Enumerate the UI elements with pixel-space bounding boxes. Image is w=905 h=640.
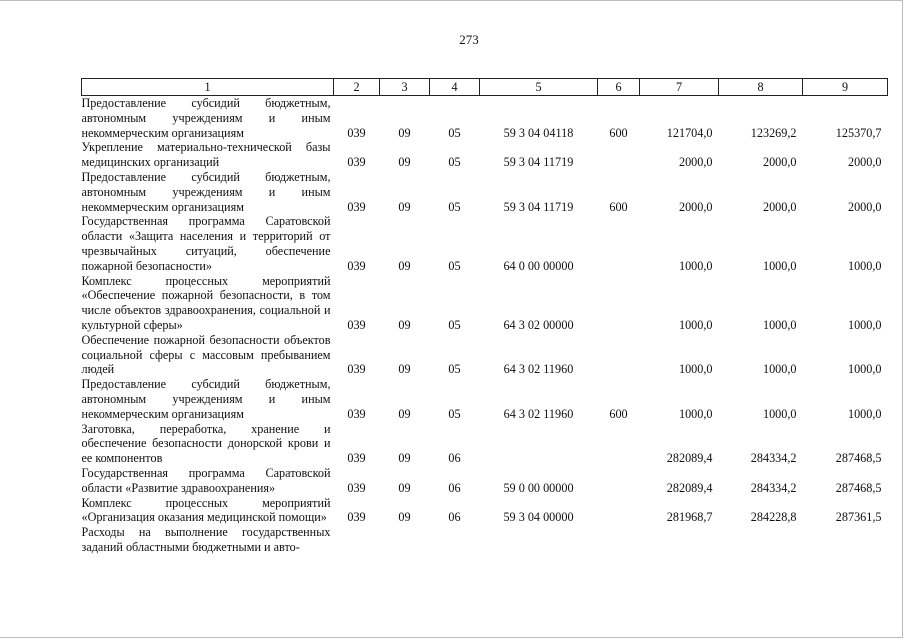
- cell-amount-3: 1000,0: [847, 362, 882, 377]
- cell-ministry: 039: [347, 510, 366, 525]
- column-header: 3: [380, 79, 430, 96]
- cell-amount-1: 1000,0: [678, 317, 713, 332]
- row-name: Комплекс процессных мероприятий «Организация оказания медицинской помощи»: [81, 495, 331, 525]
- cell-section: 09: [398, 199, 411, 214]
- cell-amount-3: 287361,5: [835, 510, 882, 525]
- page-number: 273: [459, 32, 479, 47]
- table-row: [82, 214, 888, 273]
- cell-amount-2: 2000,0: [762, 199, 797, 214]
- table-row: [82, 140, 888, 170]
- cell-expense-type: [598, 525, 640, 555]
- cell-amount-2: 284228,8: [750, 510, 797, 525]
- cell-subsection: 05: [448, 258, 461, 273]
- cell-amount-1: 121704,0: [666, 125, 713, 140]
- cell-amount-1: [640, 525, 719, 555]
- cell-amount-1: 2000,0: [678, 199, 713, 214]
- row-name: Предоставление субсидий бюджетным, автономным учреждениям и иным некоммерческим организациям: [81, 377, 331, 421]
- row-name: Комплекс процессных мероприятий «Обеспечение пожарной безопасности, в том числе объектов здравоохранения, социальной и культурной сферы»: [81, 273, 331, 332]
- cell-amount-1: 1000,0: [678, 258, 713, 273]
- column-header: 7: [640, 79, 719, 96]
- cell-ministry: 039: [347, 155, 366, 170]
- table-row: [82, 525, 888, 555]
- cell-amount-3: 2000,0: [847, 155, 882, 170]
- row-name: Государственная программа Саратовской области «Развитие здравоохранения»: [81, 465, 331, 495]
- cell-ministry: 039: [347, 480, 366, 495]
- cell-amount-2: [719, 525, 803, 555]
- cell-section: 09: [398, 125, 411, 140]
- cell-section: 09: [398, 451, 411, 466]
- cell-subsection: [430, 525, 480, 555]
- cell-amount-2: 284334,2: [750, 480, 797, 495]
- cell-section: 09: [398, 258, 411, 273]
- cell-expense-type: [598, 496, 640, 526]
- cell-amount-2: 123269,2: [750, 125, 797, 140]
- table-row: [82, 466, 888, 496]
- cell-section: 09: [398, 362, 411, 377]
- row-name: Расходы на выполнение государственных заданий областными бюджетными и авто-: [81, 525, 331, 554]
- column-header: 9: [803, 79, 888, 96]
- cell-amount-3: 287468,5: [835, 451, 882, 466]
- cell-ministry: 039: [347, 451, 366, 466]
- table-row: [82, 96, 888, 141]
- cell-target-article: [480, 525, 598, 555]
- cell-amount-1: 281968,7: [666, 510, 713, 525]
- cell-target-article: 59 3 04 11719: [503, 199, 574, 214]
- cell-expense-type: [598, 466, 640, 496]
- cell-amount-3: 2000,0: [847, 199, 882, 214]
- cell-expense-type: 600: [609, 199, 628, 214]
- cell-amount-1: 2000,0: [678, 155, 713, 170]
- cell-amount-1: 1000,0: [678, 362, 713, 377]
- cell-section: [380, 525, 430, 555]
- cell-expense-type: 600: [609, 125, 628, 140]
- table-row: [82, 422, 888, 466]
- column-header: 2: [334, 79, 380, 96]
- cell-subsection: 05: [448, 125, 461, 140]
- cell-subsection: 06: [448, 451, 461, 466]
- cell-target-article: 59 0 00 00000: [503, 480, 574, 495]
- cell-amount-2: 1000,0: [762, 406, 797, 421]
- cell-target-article: 64 3 02 00000: [503, 317, 574, 332]
- cell-section: 09: [398, 317, 411, 332]
- cell-expense-type: [598, 140, 640, 170]
- column-header: 8: [719, 79, 803, 96]
- cell-amount-2: 1000,0: [762, 317, 797, 332]
- column-header: 4: [430, 79, 480, 96]
- cell-subsection: 05: [448, 362, 461, 377]
- cell-amount-3: 1000,0: [847, 406, 882, 421]
- cell-ministry: 039: [347, 317, 366, 332]
- row-name: Укрепление материально-технической базы медицинских организаций: [81, 140, 331, 170]
- cell-amount-1: 282089,4: [666, 480, 713, 495]
- cell-amount-1: 282089,4: [666, 451, 713, 466]
- row-name: Заготовка, переработка, хранение и обеспечение безопасности донорской крови и ее компонентов: [81, 421, 331, 466]
- cell-ministry: [334, 525, 380, 555]
- cell-target-article: [480, 422, 598, 466]
- column-header: 1: [82, 79, 334, 96]
- cell-ministry: 039: [347, 362, 366, 377]
- cell-amount-3: 1000,0: [847, 258, 882, 273]
- cell-expense-type: [598, 274, 640, 333]
- row-name: Предоставление субсидий бюджетным, автономным учреждениям и иным некоммерческим организациям: [81, 169, 331, 214]
- cell-subsection: 05: [448, 317, 461, 332]
- cell-target-article: 64 3 02 11960: [503, 406, 574, 421]
- cell-expense-type: [598, 333, 640, 377]
- cell-amount-1: 1000,0: [678, 406, 713, 421]
- cell-expense-type: 600: [609, 406, 628, 421]
- cell-expense-type: [598, 214, 640, 273]
- cell-amount-2: 1000,0: [762, 258, 797, 273]
- cell-target-article: 64 0 00 00000: [503, 258, 574, 273]
- cell-amount-2: 284334,2: [750, 451, 797, 466]
- cell-ministry: 039: [347, 258, 366, 273]
- cell-subsection: 06: [448, 510, 461, 525]
- cell-subsection: 05: [448, 406, 461, 421]
- table-header-row: [82, 79, 888, 96]
- cell-ministry: 039: [347, 125, 366, 140]
- cell-amount-3: 287468,5: [835, 480, 882, 495]
- column-header: 5: [480, 79, 598, 96]
- table-row: [82, 170, 888, 214]
- column-header: 6: [598, 79, 640, 96]
- row-name: Государственная программа Саратовской области «Защита населения и территорий от чрезвычайных ситуаций, обеспечение пожарной безопасности»: [81, 214, 331, 273]
- cell-expense-type: [598, 422, 640, 466]
- table-row: [82, 274, 888, 333]
- row-name: Обеспечение пожарной безопасности объектов социальной сферы с массовым пребыванием людей: [81, 332, 331, 377]
- cell-target-article: 59 3 04 00000: [503, 510, 574, 525]
- table-row: [82, 496, 888, 526]
- cell-target-article: 64 3 02 11960: [503, 362, 574, 377]
- cell-amount-3: [803, 525, 888, 555]
- table-row: [82, 377, 888, 421]
- cell-section: 09: [398, 155, 411, 170]
- cell-amount-3: 1000,0: [847, 317, 882, 332]
- cell-section: 09: [398, 480, 411, 495]
- budget-table: [81, 78, 888, 555]
- cell-subsection: 05: [448, 199, 461, 214]
- cell-ministry: 039: [347, 199, 366, 214]
- cell-section: 09: [398, 510, 411, 525]
- cell-amount-2: 2000,0: [762, 155, 797, 170]
- cell-amount-2: 1000,0: [762, 362, 797, 377]
- cell-target-article: 59 3 04 11719: [503, 155, 574, 170]
- cell-section: 09: [398, 406, 411, 421]
- table-row: [82, 333, 888, 377]
- cell-subsection: 05: [448, 155, 461, 170]
- cell-subsection: 06: [448, 480, 461, 495]
- row-name: Предоставление субсидий бюджетным, автономным учреждениям и иным некоммерческим организациям: [81, 96, 331, 140]
- cell-ministry: 039: [347, 406, 366, 421]
- cell-target-article: 59 3 04 04118: [503, 125, 574, 140]
- cell-amount-3: 125370,7: [835, 125, 882, 140]
